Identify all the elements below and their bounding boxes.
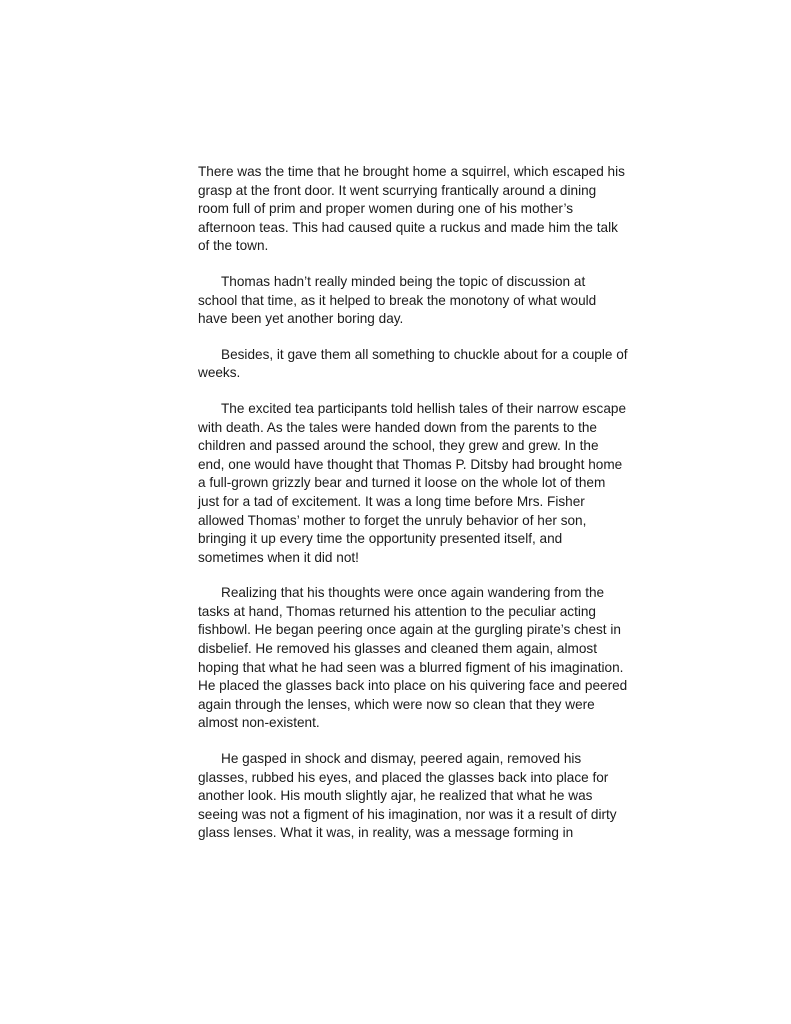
paragraph-besides: Besides, it gave them all something to chuckle about for a couple of weeks. [198, 346, 628, 381]
paragraph-topic-of-discussion: Thomas hadn’t really minded being the topic of discussion at school that time, as it helped to break the monotony of what would have been yet another boring day. [198, 273, 597, 327]
paragraph-squirrel: There was the time that he brought home a squirrel, which escaped his grasp at the front door. It went scurrying frantically around a dining room full of prim and proper women during one of his mother’s afternoon teas. This had caused quite a ruckus and made him the talk of the town. [198, 164, 625, 254]
paragraph-tea-participants: The excited tea participants told hellish tales of their narrow escape with death. As the tales were handed down from the parents to the children and passed around the school, they grew and grew. In the end, one would have thought that Thomas P. Ditsby had brought home a full-grown grizzly bear and turned it loose on the whole lot of them just for a tad of excitement. It was a long time before Mrs. Fisher allowed Thomas’ mother to forget the unruly behavior of her son, bringing it up every time the opportunity presented itself, and sometimes when it did not! [198, 400, 627, 565]
paragraph-shock-and-dismay: He gasped in shock and dismay, peered again, removed his glasses, rubbed his eyes, and placed the glasses back into place for another look. His mouth slightly ajar, he realized that what he was seeing was not a figment of his imagination, nor was it a result of dirty glass lenses. What it was, in reality, was a message forming in [198, 751, 617, 841]
document-page [198, 163, 628, 860]
paragraph-fishbowl: Realizing that his thoughts were once again wandering from the tasks at hand, Thomas returned his attention to the peculiar acting fishbowl. He began peering once again at the gurgling pirate’s chest in disbelief. He removed his glasses and cleaned them again, almost hoping that what he had seen was a blurred figment of his imagination. He placed the glasses back into place on his quivering face and peered again through the lenses, which were now so clean that they were almost non-existent. [198, 585, 628, 731]
